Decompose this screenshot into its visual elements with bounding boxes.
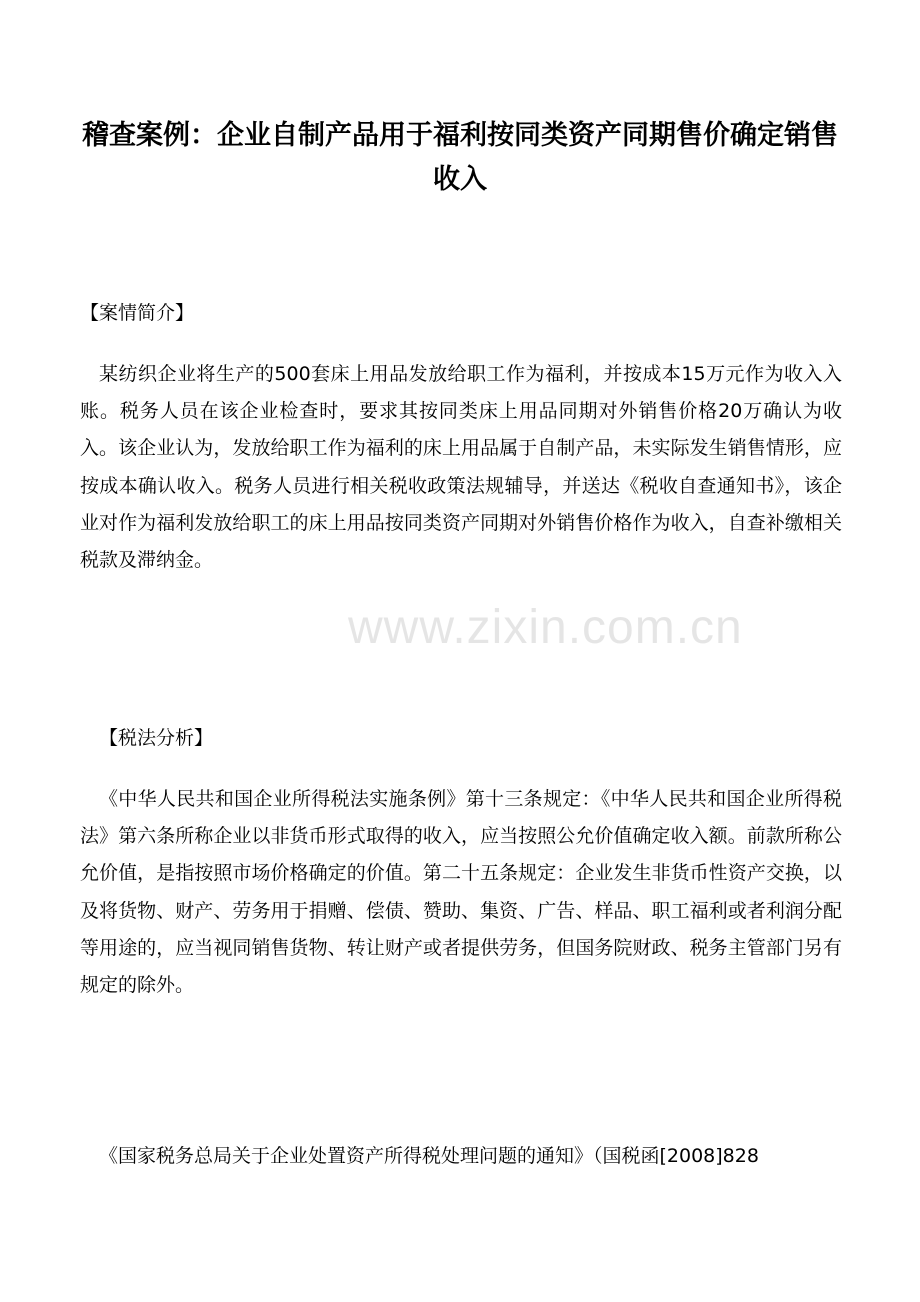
- tax-analysis-heading: 【税法分析】: [99, 727, 214, 749]
- case-intro-paragraph: 某纺织企业将生产的500套床上用品发放给职工作为福利，并按成本15万元作为收入入账。税务人员在该企业检查时，要求其按同类床上用品同期对外销售价格20万确认为收入。该企业认为，发放给职工作为福利的床上用品属于自制产品，未实际发生销售情形，应按成本确认收入。税务人员进行相关税收政策法规辅导，并送达《税收自查通知书》，该企业对作为福利发放给职工的床上用品按同类资产同期对外销售价格作为收入，自查补缴相关税款及滞纳金。: [80, 363, 842, 572]
- watermark: www.zixin.com.cn: [348, 601, 743, 654]
- tax-analysis-paragraph-2: 《国家税务总局关于企业处置资产所得税处理问题的通知》（国税函[2008]828: [99, 1145, 759, 1167]
- tax-analysis-paragraph-1: 《中华人民共和国企业所得税法实施条例》第十三条规定：《中华人民共和国企业所得税法》第六条所称企业以非货币形式取得的收入，应当按照公允价值确定收入额。前款所称公允价值，是指按照市场价格确定的价值。第二十五条规定：企业发生非货币性资产交换，以及将货物、财产、劳务用于捐赠、偿债、赞助、集资、广告、样品、职工福利或者利润分配等用途的，应当视同销售货物、转让财产或者提供劳务，但国务院财政、税务主管部门另有规定的除外。: [80, 788, 842, 997]
- case-intro-heading: 【案情简介】: [80, 302, 195, 324]
- document-title: 稽查案例：企业自制产品用于福利按同类资产同期售价确定销售收入: [82, 120, 838, 195]
